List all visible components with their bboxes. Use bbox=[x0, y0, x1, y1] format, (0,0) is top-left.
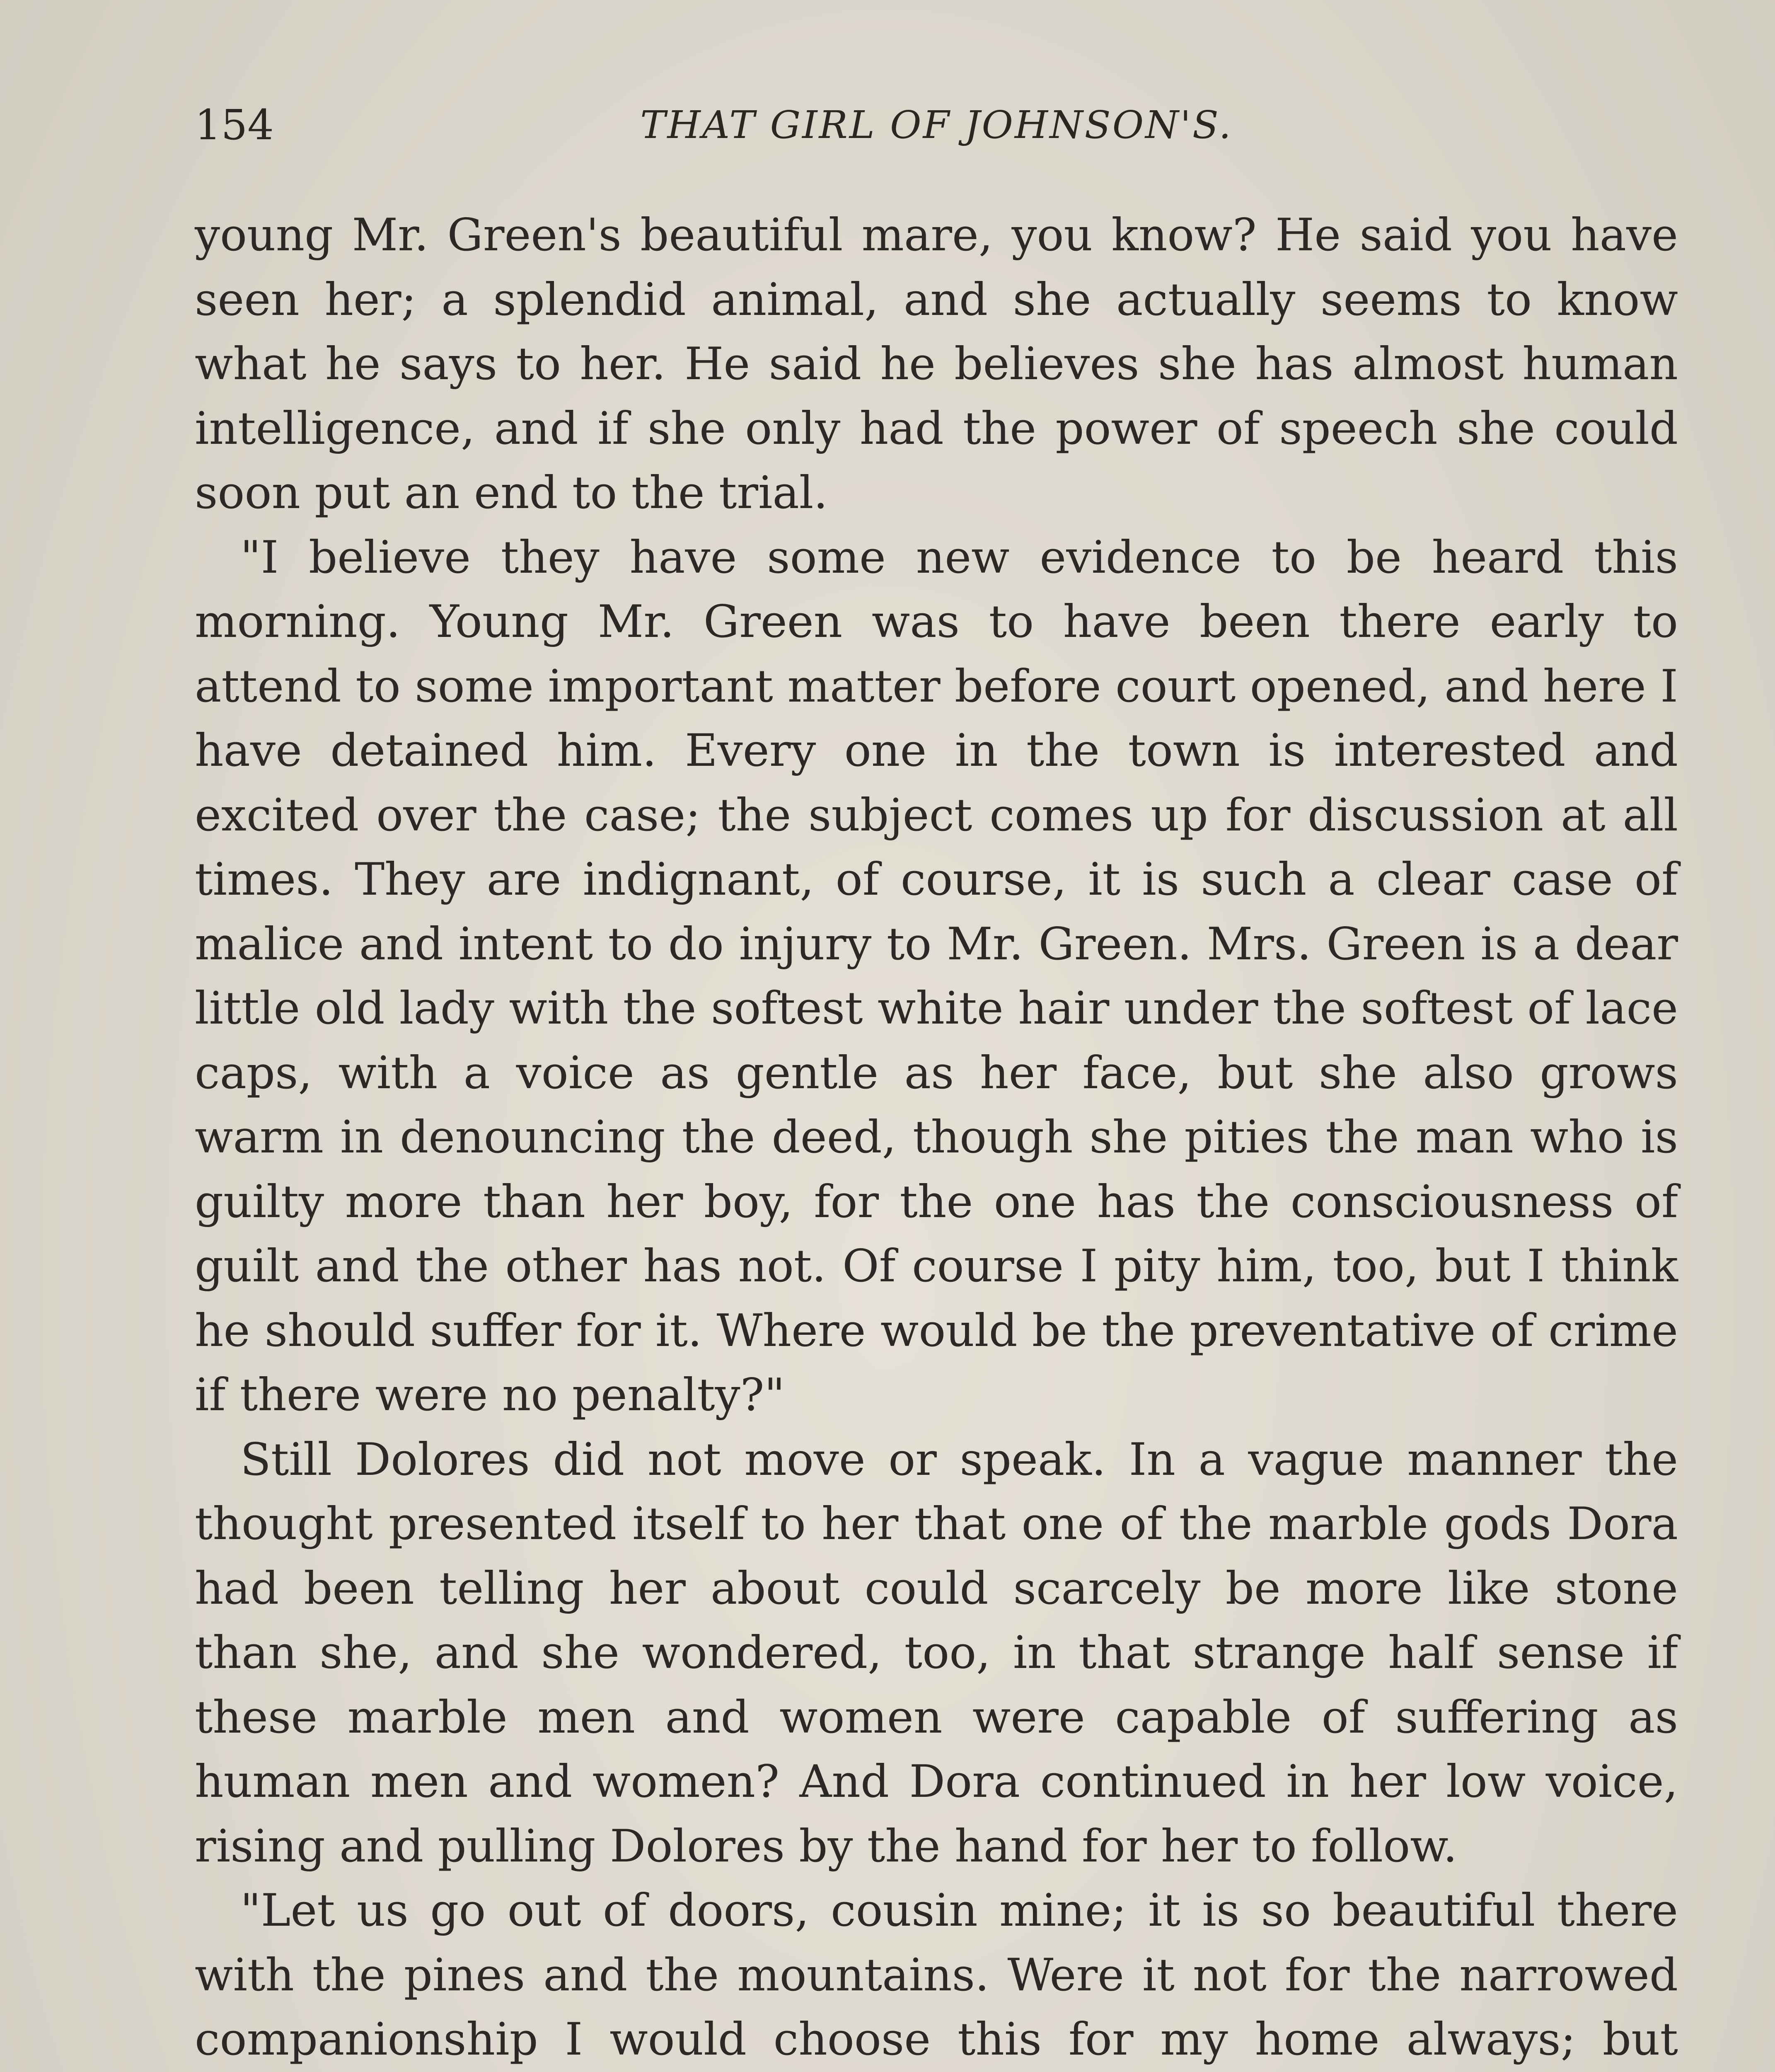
body-text bbox=[195, 203, 1678, 2072]
paragraph-continued: young Mr. Green's beautiful mare, you know? He said you have seen her; a splendid animal, and she actually seems to know what he says to her. He said he believes she has almost human intelligence, and if she only had the power of speech she could soon put an end to the trial. bbox=[195, 209, 1678, 519]
paragraph-dolores: Still Dolores did not move or speak. In a vague manner the thought presented itself to her that one of the marble gods Dora had been telling her about could scarcely be more like stone than she, and she wondered, too, in that strange half sense if these marble men and women were capable of suffering as human men and women? And Dora continued in her low voice, rising and pulling Dolores by the hand for her to follow. bbox=[195, 1433, 1678, 1872]
running-head: THAT GIRL OF JOHNSON'S. bbox=[640, 103, 1233, 147]
paragraph-dora-speech: "I believe they have some new evidence to be heard this morning. Young Mr. Green was to have been there early to attend to some important matter before court opened, and here I have detained him. Every one in the town is interested and excited over the case; the subject comes up for discussion at all times. They are indignant, of course, it is such a clear case of malice and intent to do injury to Mr. Green. Mrs. Green is a dear little old lady with the softest white hair under the softest of lace caps, with a voice as gentle as her face, but she also grows warm in denouncing the deed, though she pities the man who is guilty more than her boy, for the one has the consciousness of guilt and the other has not. Of course I pity him, too, but I think he should suffer for it. Where would be the preventative of crime if there were no penalty?" bbox=[195, 531, 1678, 1421]
page-number: 154 bbox=[195, 101, 274, 149]
page-header bbox=[195, 92, 1678, 158]
paragraph-dora-invitation: "Let us go out of doors, cousin mine; it is so beautiful there with the pines and the mountains. Were it not for the narrowed companionship I would choose this for my home always; but bbox=[195, 1885, 1678, 2065]
